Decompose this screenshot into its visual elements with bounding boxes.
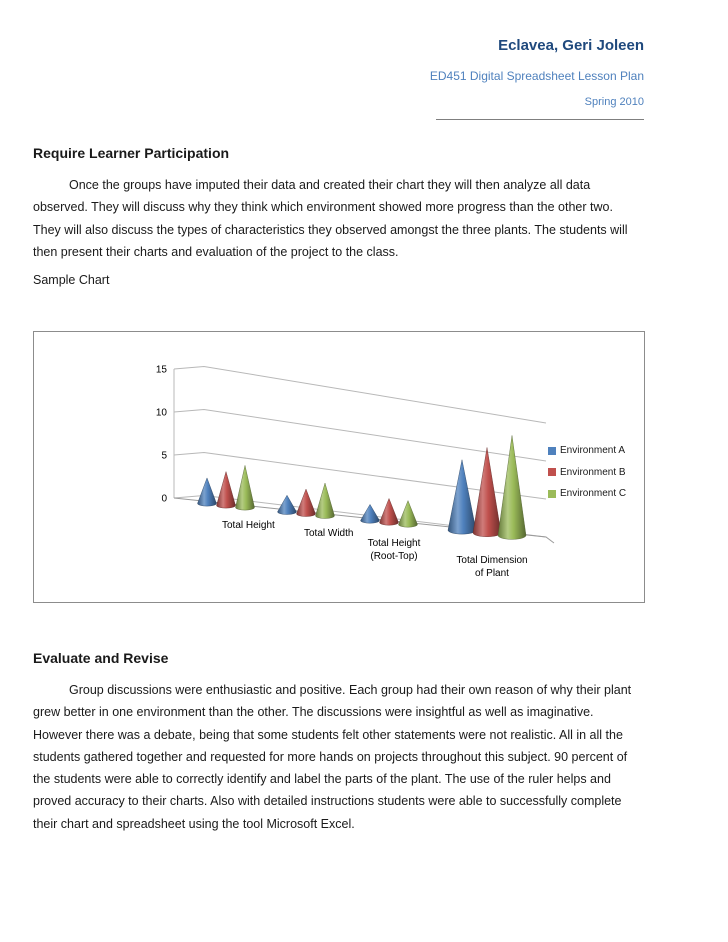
legend-item [548, 462, 626, 484]
participation-text: Once the groups have imputed their data and created their chart they will then analyze all data observed. They will discuss why they think which environment showed more progress than the other two. They will also discuss the types of characteristics they observed amongst the three plants. The students will then present their charts and evaluation of the project to the class. [33, 178, 628, 259]
y-tick-label: 10 [155, 407, 167, 419]
cone-environment-b [217, 472, 236, 509]
sample-chart [33, 331, 645, 603]
cone-environment-b [380, 498, 399, 525]
legend-swatch [548, 490, 556, 498]
category-label: Total Dimension of Plant [456, 555, 528, 579]
section-heading-participation: Require Learner Participation [33, 145, 230, 161]
author-name: Eclavea, Geri Joleen [498, 37, 644, 54]
category-label: Total Width [304, 528, 354, 539]
legend-label: Environment B [560, 466, 626, 478]
legend-item [548, 440, 626, 462]
legend-item [548, 483, 626, 505]
category-label: Total Height (Root-Top) [367, 538, 421, 562]
chart-legend [548, 440, 626, 505]
participation-paragraph [33, 174, 643, 263]
y-tick-label: 15 [155, 364, 167, 376]
legend-label: Environment A [560, 445, 626, 457]
cone-environment-c [236, 465, 255, 510]
cone-environment-a [198, 478, 217, 506]
document-header [430, 36, 644, 109]
gridline [174, 367, 546, 424]
cone-environment-c [399, 501, 418, 528]
cone-environment-c [316, 483, 335, 518]
cone-environment-c [498, 435, 526, 539]
cone-environment-b [297, 489, 316, 516]
legend-label: Environment C [560, 488, 627, 500]
gridline [174, 410, 546, 462]
y-tick-label: 0 [161, 493, 167, 505]
legend-swatch [548, 468, 556, 476]
term-label: Spring 2010 [584, 96, 644, 108]
y-tick-label: 5 [161, 450, 167, 462]
evaluate-text: Group discussions were enthusiastic and positive. Each group had their own reason of why their plant grew better in one environment than the other. The discussions were insightful as well as imaginative. However there was a debate, being that some students felt other statements were not realistic. All in all the students gathered together and requested for more hands on projects throughout this subject. 90 percent of the students were able to correctly identify and label the parts of the plant. The use of the ruler helps and proved accuracy to their charts. Also with detailed instructions students were able to successfully complete their chart and spreadsheet using the tool Microsoft Excel. [33, 683, 632, 831]
legend-swatch [548, 447, 556, 455]
header-divider [436, 119, 644, 120]
category-label: Total Height [222, 520, 275, 531]
cone-environment-a [361, 504, 380, 523]
section-heading-evaluate: Evaluate and Revise [33, 650, 169, 666]
course-title: ED451 Digital Spreadsheet Lesson Plan [429, 69, 644, 83]
evaluate-paragraph [33, 679, 643, 835]
chart-caption: Sample Chart [33, 273, 110, 287]
cone-environment-a [448, 460, 476, 534]
